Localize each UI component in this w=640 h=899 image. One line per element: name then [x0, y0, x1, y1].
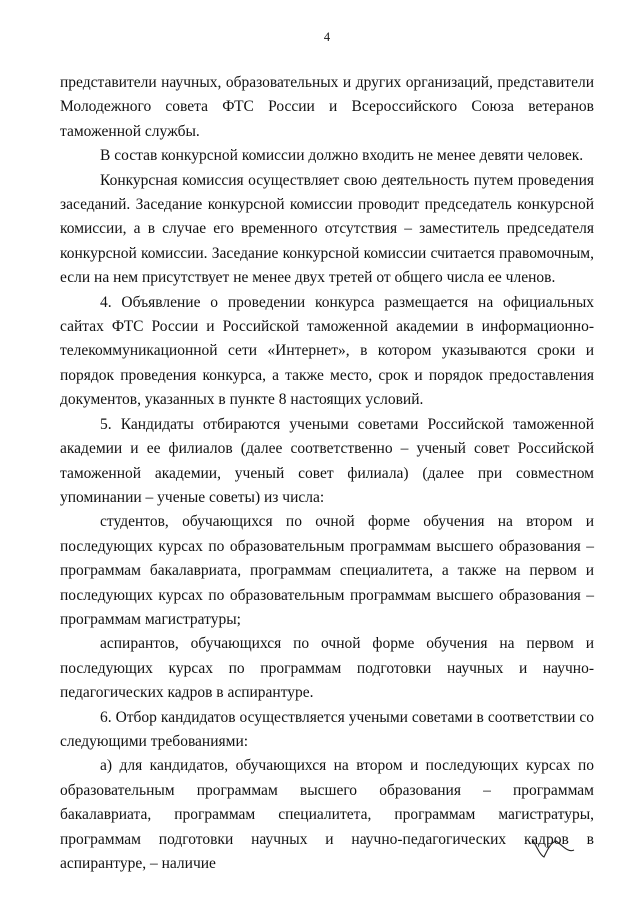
- paragraph-students: студентов, обучающихся по очной форме обучения на втором и последующих курсах по образовательным программам высшего образования – программам бакалавриата, программам специалитета, а также на первом и последующих курсах по образовательным программам высшего образования – программам магистратуры;: [60, 513, 594, 628]
- paragraph-commission-meetings: Конкурсная комиссия осуществляет свою деятельность путем проведения заседаний. Заседание конкурсной комиссии проводит председатель конкурсной комиссии, а в случае его временного отсутствия – заместитель председателя конкурсной комиссии. Заседание конкурсной комиссии считается правомочным, если на нем присутствует не менее двух третей от общего числа ее членов.: [60, 171, 594, 287]
- paragraph-commission-size: В состав конкурсной комиссии должно входить не менее девяти человек.: [100, 147, 584, 165]
- paragraph-postgraduates: аспирантов, обучающихся по очной форме обучения на первом и последующих курсах по программам подготовки научных и научно-педагогических кадров в аспирантуре.: [60, 635, 594, 702]
- paragraph-item-4: 4. Объявление о проведении конкурса размещается на официальных сайтах ФТС России и Российской таможенной академии в информационно-телекоммуникационной сети «Интернет», в котором указываются сроки и порядок проведения конкурса, а также место, срок и порядок предоставления документов, указанных в пункте 8 настоящих условий.: [60, 293, 594, 409]
- paragraph-item-6a: а) для кандидатов, обучающихся на втором и последующих курсах по образовательным программам высшего образования – программам бакалавриата, программам специалитета, программам магистратуры, программам подготовки научных и научно-педагогических кадров в аспирантуре, – наличие: [60, 757, 594, 872]
- paragraph-item-5: 5. Кандидаты отбираются учеными советами Российской таможенной академии и ее филиалов (далее соответственно – ученый совет Российской таможенной академии, ученый совет филиала) (далее при совместном упоминании – ученые советы) из числа:: [60, 415, 594, 506]
- page-number: 4: [323, 30, 331, 44]
- handwritten-mark: [528, 833, 588, 859]
- document-body: [60, 71, 594, 876]
- paragraph-item-6: 6. Отбор кандидатов осуществляется учеными советами в соответствии со следующими требованиями:: [60, 708, 594, 750]
- paragraph-commission-members: представители научных, образовательных и других организаций, представители Молодежного совета ФТС России и Всероссийского Союза ветеранов таможенной службы.: [60, 74, 594, 140]
